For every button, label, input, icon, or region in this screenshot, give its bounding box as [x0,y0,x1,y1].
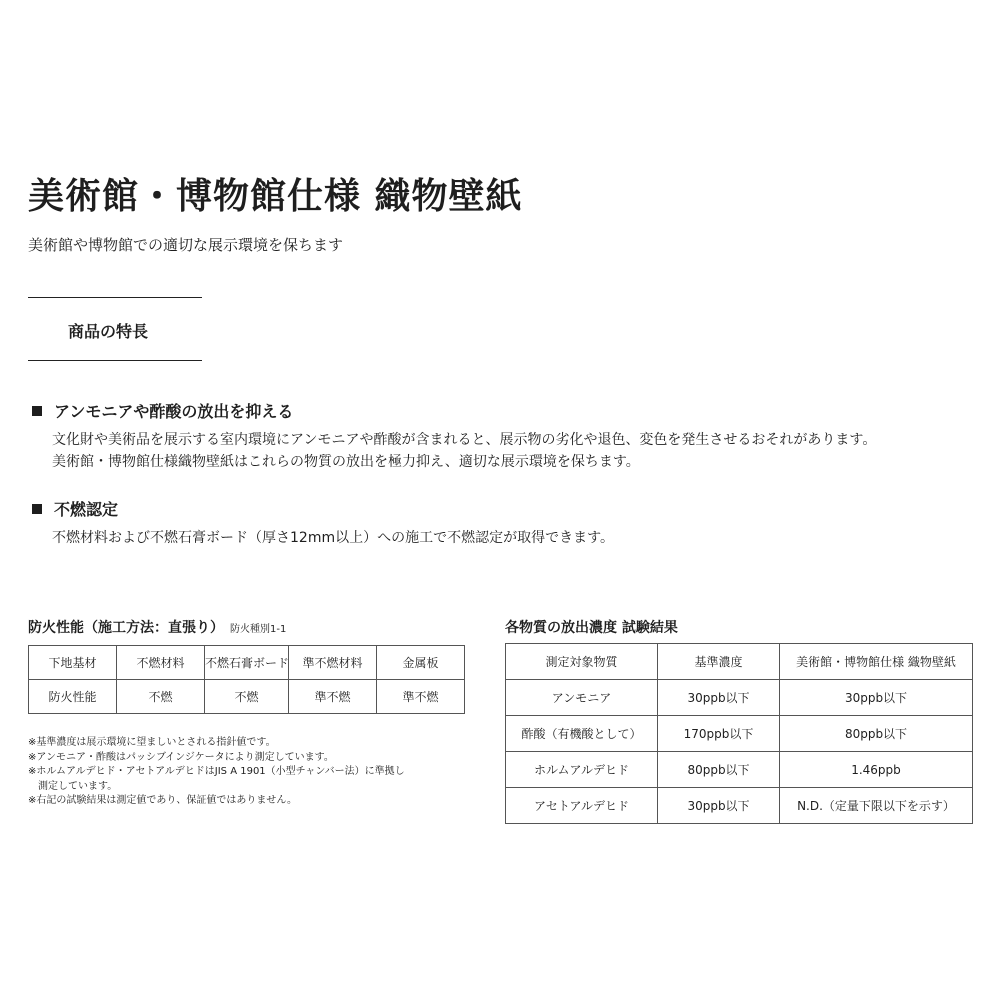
table-cell: 基準濃度 [658,644,780,680]
table-cell: 準不燃材料 [289,646,377,680]
table-cell: 準不燃 [377,680,465,714]
footnote: ※基準濃度は展示環境に望ましいとされる指針値です。 [28,737,276,748]
feature-title: アンモニアや酢酸の放出を抑える [54,402,294,421]
table-cell: 80ppb以下 [780,716,973,752]
table-cell: 測定対象物質 [506,644,658,680]
footnote: ※右記の試験結果は測定値であり、保証値ではありません。 [28,795,297,806]
table-row [29,646,465,680]
table-cell: 30ppb以下 [658,680,780,716]
feature-title: 不燃認定 [54,500,119,519]
table-cell: 金属板 [377,646,465,680]
table-cell: 1.46ppb [780,752,973,788]
table-cell: 30ppb以下 [780,680,973,716]
table-cell: 不燃 [205,680,289,714]
fire-performance-table [28,645,465,714]
section-divider-bottom [28,360,202,361]
table-row [506,788,973,824]
section-heading: 商品の特長 [68,322,149,341]
table-cell: N.D.（定量下限以下を示す） [780,788,973,824]
emission-test-table [505,643,973,824]
table-cell: 酢酸（有機酸として） [506,716,658,752]
fire-table-title-text: 防火性能（施工方法：直張り） [28,620,224,636]
table-cell: 30ppb以下 [658,788,780,824]
emission-table-title: 各物質の放出濃度 試験結果 [505,620,678,636]
table-cell: 美術館・博物館仕様 織物壁紙 [780,644,973,680]
square-bullet-icon [32,406,42,416]
table-cell: 防火性能 [29,680,117,714]
fire-table-title [28,617,286,637]
table-cell: 下地基材 [29,646,117,680]
square-bullet-icon [32,504,42,514]
feature-text-line: 文化財や美術品を展示する室内環境にアンモニアや酢酸が含まれると、展示物の劣化や退色、変色を発生させるおそれがあります。 [52,432,877,448]
table-row [506,716,973,752]
table-cell: アンモニア [506,680,658,716]
footnote: ※アンモニア・酢酸はパッシブインジケータにより測定しています。 [28,751,334,763]
table-cell: 準不燃 [289,680,377,714]
table-row [506,644,973,680]
table-cell: 不燃 [117,680,205,714]
feature-fire-certification [32,497,614,549]
table-row [506,680,973,716]
table-cell: 170ppb以下 [658,716,780,752]
table-cell: 80ppb以下 [658,752,780,788]
table-cell: アセトアルデヒド [506,788,658,824]
page-subtitle: 美術館や博物館での適切な展示環境を保ちます [28,236,344,254]
feature-text-line: 美術館・博物館仕様織物壁紙はこれらの物質の放出を極力抑え、適切な展示環境を保ちます。 [52,454,640,470]
page-title: 美術館・博物館仕様 織物壁紙 [28,176,523,217]
section-divider-top [28,297,202,298]
fire-table-note: 防火種別1-1 [230,624,287,635]
footnote: ※ホルムアルデヒド・アセトアルデヒドはJIS A 1901（小型チャンバー法）に準拠し [28,766,405,777]
table-cell: 不燃石膏ボード [205,646,289,680]
table-row [29,680,465,714]
feature-emission-control [32,399,876,473]
table-cell: 不燃材料 [117,646,205,680]
footnotes [28,736,405,809]
table-cell: ホルムアルデヒド [506,752,658,788]
table-row [506,752,973,788]
footnote: 測定しています。 [28,780,118,792]
feature-text-line: 不燃材料および不燃石膏ボード（厚さ12mm以上）への施工で不燃認定が取得できます。 [52,530,614,546]
